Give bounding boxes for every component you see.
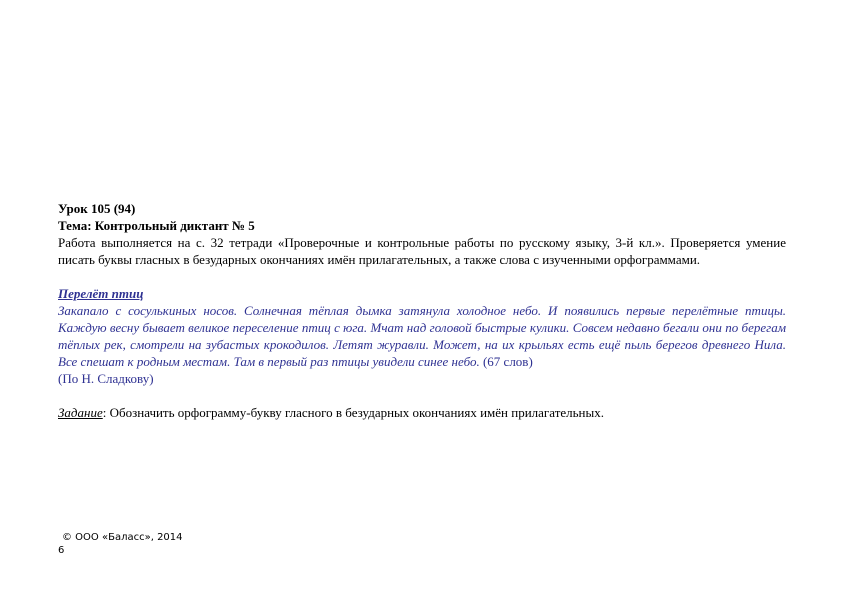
task-block (58, 404, 786, 421)
task-text: : Обозначить орфограмму-букву гласного в безударных окончаниях имён прилагательных. (102, 405, 604, 420)
task-label: Задание (58, 405, 103, 420)
word-count: (67 слов) (482, 354, 533, 369)
dictation-source: (По Н. Сладкову) (58, 371, 154, 386)
copyright-notice: © ООО «Баласс», 2014 (62, 532, 183, 543)
lesson-title: Урок 105 (94) (58, 201, 136, 216)
page-number: 6 (58, 545, 65, 556)
page-footer (58, 531, 183, 557)
dictation-block (58, 285, 786, 387)
lesson-topic: Тема: Контрольный диктант № 5 (58, 218, 255, 233)
dictation-title: Перелёт птиц (58, 286, 144, 301)
dictation-text-paragraph (58, 302, 786, 370)
lesson-description: Работа выполняется на с. 32 тетради «Проверочные и контрольные работы по русскому языку, 3-й кл.». Проверяется умение писать буквы гласных в безударных окончаниях имён прилагательных, а также слова с изученными орфограммами. (58, 235, 786, 267)
lesson-content (58, 200, 786, 421)
dictation-text: Закапало с сосулькиных носов. Солнечная тёплая дымка затянула холодное небо. И появились первые перелётные птицы. Каждую весну бывает великое переселение птиц с юга. Мчат над головой быстрые кулики. Совсем недавно бегали они по берегам тёплых рек, смотрели на зубастых крокодилов. Летят журавли. Может, на их крыльях есть ещё пыль берегов древнего Нила. Все спешат к родным местам. Там в первый раз птицы увидели синее небо. (58, 303, 786, 369)
